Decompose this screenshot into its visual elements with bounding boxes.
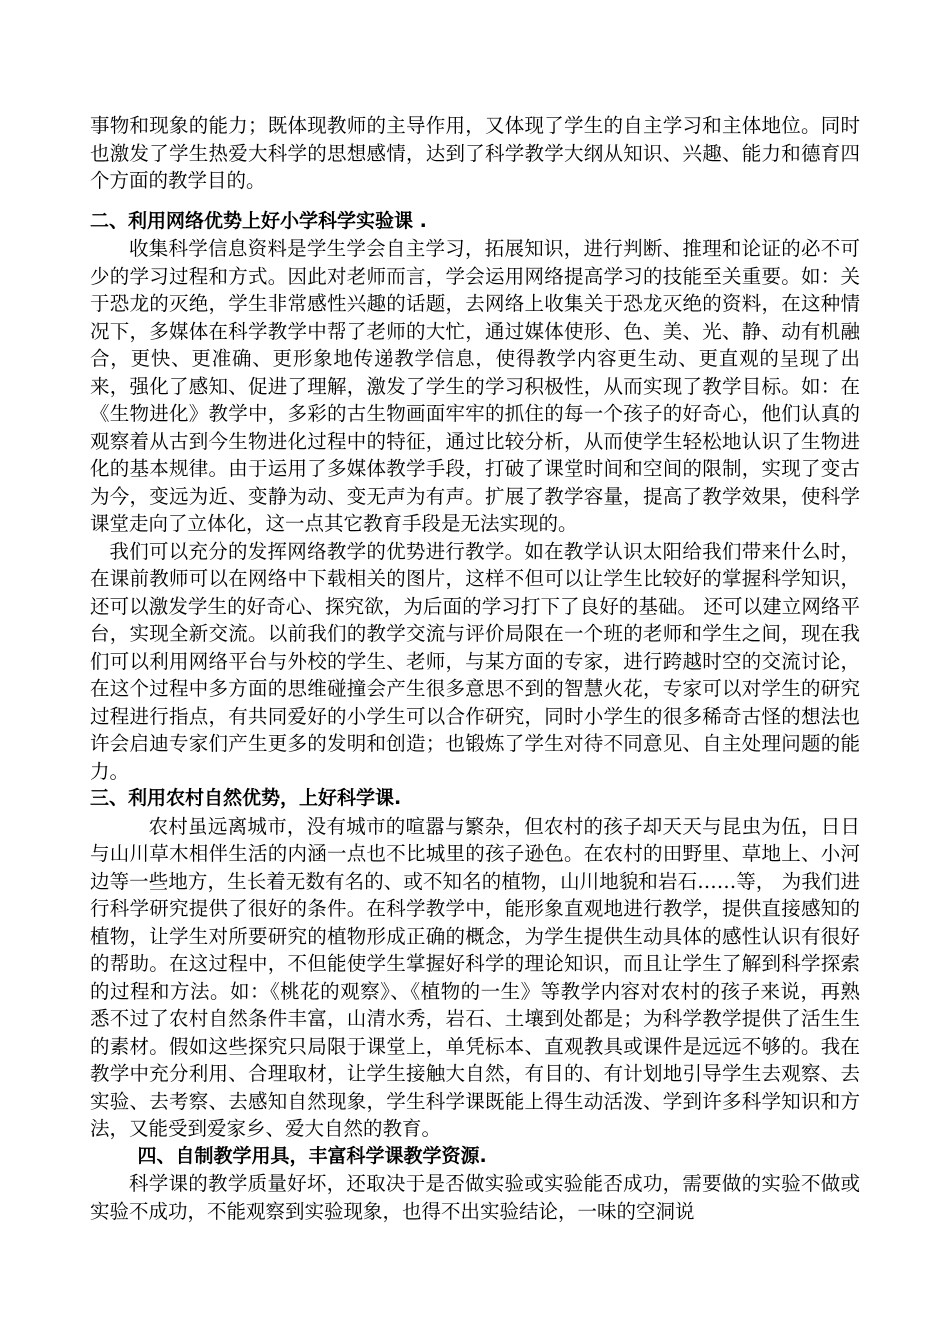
section-2-heading: 二、利用网络优势上好小学科学实验课 . (90, 209, 427, 232)
section-3-heading: 三、利用农村自然优势，上好科学课. (90, 787, 402, 809)
intro-paragraph: 事物和现象的能力；既体现教师的主导作用，又体现了学生的自主学习和主体地位。同时也激发了学生热爱大科学的思想感情，达到了科学教学大纲从知识、兴趣、能力和德育四个方面的教学目的。 (90, 114, 860, 192)
section-2-paragraph-1: 收集科学信息资料是学生学会自主学习，拓展知识，进行判断、推理和论证的必不可少的学习过程和方式。因此对老师而言，学会运用网络提高学习的技能至关重要。如：关于恐龙的灭绝，学生非常感性兴趣的话题，去网络上收集关于恐龙灭绝的资料，在这种情况下，多媒体在科学教学中帮了老师的大忙，通过媒体使形、色、美、光、静、动有机融合，更快、更准确、更形象地传递教学信息，使得教学内容更生动、更直观的呈现了出来，强化了感知、促进了理解，激发了学生的学习积极性，从而实现了教学目标。如：在《生物进化》教学中，多彩的古生物画面牢牢的抓住的每一个孩子的好奇心，他们认真的观察着从古到今生物进化过程中的特征，通过比较分析，从而使学生轻松地认识了生物进化的基本规律。由于运用了多媒体教学手段，打破了课堂时间和空间的限制，实现了变古为今，变远为近、变静为动、变无声为有声。扩展了教学容量，提高了教学效果，使科学课堂走向了立体化，这一点其它教育手段是无法实现的。 (90, 237, 860, 535)
section-4-heading: 四、自制教学用具，丰富科学课教学资源. (137, 1144, 487, 1167)
section-2-paragraph-2: 我们可以充分的发挥网络教学的优势进行教学。如在教学认识太阳给我们带来什么时，在课前教师可以在网络中下载相关的图片，这样不但可以让学生比较好的掌握科学知识，还可以激发学生的好奇心、探究欲，为后面的学习打下了良好的基础。 还可以建立网络平台，实现全新交流。以前我们的教学交流与评价局限在一个班的老师和学生之间，现在我们可以利用网络平台与外校的学生、老师，与某方面的专家，进行跨越时空的交流讨论，在这个过程中多方面的思维碰撞会产生很多意思不到的智慧火花，专家可以对学生的研究过程进行指点，有共同爱好的小学生可以合作研究，同时小学生的很多稀奇古怪的想法也许会启迪专家们产生更多的发明和创造；也锻炼了学生对待不同意见、自主处理问题的能力。 (90, 539, 860, 783)
section-4-paragraph-1: 科学课的教学质量好坏，还取决于是否做实验或实验能否成功，需要做的实验不做或实验不成功，不能观察到实验现象，也得不出实验结论，一味的空洞说 (90, 1172, 860, 1223)
section-3-paragraph-1: 农村虽远离城市，没有城市的喧嚣与繁杂，但农村的孩子却天天与昆虫为伍，日日与山川草木相伴生活的内涵一点也不比城里的孩子逊色。在农村的田野里、草地上、小河边等一些地方，生长着无数有名的、或不知名的植物，山川地貌和岩石……等， 为我们进行科学研究提供了很好的条件。在科学教学中，能形象直观地进行教学，提供直接感知的植物，让学生对所要研究的植物形成正确的概念，为学生提供生动具体的感性认识有很好的帮助。在这过程中，不但能使学生掌握好科学的理论知识，而且让学生了解到科学探索的过程和方法。如：《桃花的观察》、《植物的一生》等教学内容对农村的孩子来说，再熟悉不过了农村自然条件丰富，山清水秀，岩石、土壤到处都是；为科学教学提供了活生生的素材。假如这些探究只局限于课堂上，单凭标本、直观教具或课件是远远不够的。我在教学中充分利用、合理取材，让学生接触大自然，有目的、有计划地引导学生去观察、去实验、去考察、去感知自然现象，学生科学课既能上得生动活泼、学到许多科学知识和方法，又能受到爱家乡、爱大自然的教育。 (90, 814, 860, 1140)
document-body (90, 112, 860, 1225)
